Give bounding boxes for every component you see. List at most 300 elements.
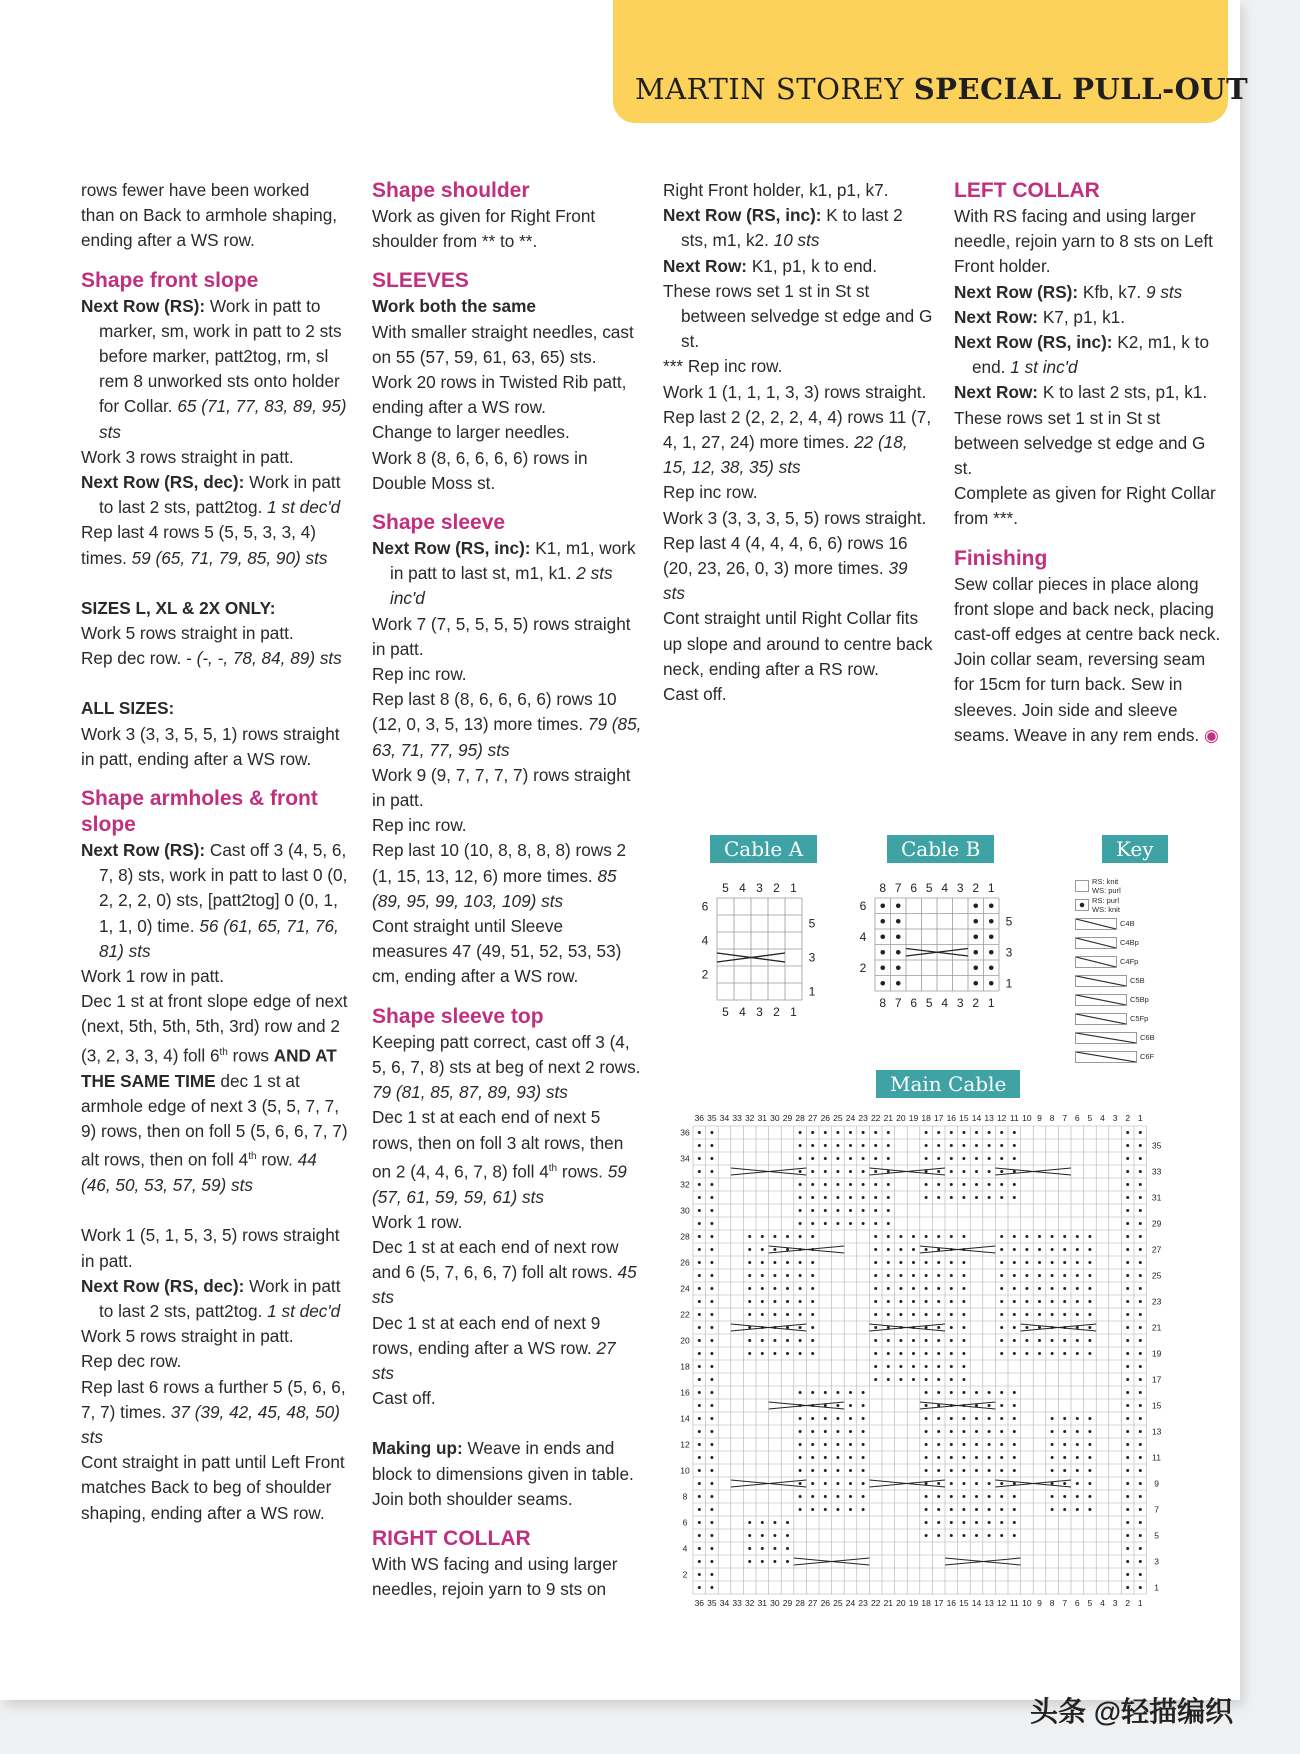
purl-dot bbox=[710, 1482, 713, 1485]
purl-dot bbox=[1013, 1508, 1016, 1511]
key-item bbox=[1075, 895, 1195, 914]
purl-dot bbox=[799, 1417, 802, 1420]
purl-dot bbox=[1000, 1261, 1003, 1264]
purl-dot bbox=[988, 1144, 991, 1147]
purl-dot bbox=[988, 1456, 991, 1459]
purl-dot bbox=[937, 1508, 940, 1511]
purl-dot bbox=[925, 1404, 928, 1407]
row-number: 34 bbox=[680, 1153, 690, 1164]
purl-dot bbox=[824, 1430, 827, 1433]
purl-dot bbox=[1076, 1469, 1079, 1472]
purl-dot bbox=[874, 1261, 877, 1264]
purl-dot bbox=[975, 1417, 978, 1420]
cable-swatch-icon bbox=[1075, 918, 1117, 930]
cable-swatch-icon bbox=[1075, 975, 1127, 987]
column-number: 17 bbox=[933, 1113, 944, 1123]
row-number: 26 bbox=[680, 1257, 690, 1268]
purl-dot bbox=[1076, 1508, 1079, 1511]
purl-dot bbox=[1013, 1391, 1016, 1394]
purl-dot bbox=[1126, 1131, 1129, 1134]
purl-dot bbox=[710, 1378, 713, 1381]
row-number: 2 bbox=[701, 967, 709, 982]
purl-dot bbox=[899, 1235, 902, 1238]
purl-dot bbox=[1126, 1209, 1129, 1212]
purl-dot bbox=[1063, 1287, 1066, 1290]
purl-dot bbox=[710, 1404, 713, 1407]
purl-dot bbox=[1139, 1313, 1142, 1316]
purl-dot bbox=[962, 1365, 965, 1368]
column-number: 15 bbox=[959, 1598, 969, 1608]
purl-dot bbox=[1126, 1365, 1129, 1368]
column-number: 29 bbox=[782, 1113, 793, 1123]
purl-dot bbox=[811, 1469, 814, 1472]
purl-dot bbox=[988, 1417, 991, 1420]
column-number: 6 bbox=[910, 996, 918, 1010]
purl-dot bbox=[962, 1482, 965, 1485]
purl-dot bbox=[710, 1495, 713, 1498]
row-number: 13 bbox=[1151, 1426, 1162, 1437]
purl-dot bbox=[1139, 1261, 1142, 1264]
purl-dot bbox=[962, 1170, 965, 1173]
row-number: 6 bbox=[859, 898, 867, 913]
purl-dot bbox=[887, 1183, 890, 1186]
column-number: 14 bbox=[971, 1598, 982, 1608]
column-number: 4 bbox=[739, 1005, 746, 1019]
purl-dot bbox=[1063, 1417, 1066, 1420]
purl-dot bbox=[799, 1261, 802, 1264]
purl-dot bbox=[1000, 1521, 1003, 1524]
purl-dot bbox=[962, 1261, 965, 1264]
purl-dot bbox=[962, 1300, 965, 1303]
purl-dot bbox=[899, 1287, 902, 1290]
column-number: 1 bbox=[987, 881, 995, 895]
purl-dot bbox=[1013, 1339, 1016, 1342]
purl-dot bbox=[773, 1521, 776, 1524]
purl-dot bbox=[1063, 1508, 1066, 1511]
purl-dot bbox=[912, 1352, 915, 1355]
purl-dot bbox=[698, 1339, 701, 1342]
row-number: 17 bbox=[1151, 1374, 1162, 1385]
purl-dot bbox=[1126, 1586, 1129, 1589]
purl-dot bbox=[1139, 1378, 1142, 1381]
row-number: 19 bbox=[1151, 1348, 1162, 1359]
purl-dot bbox=[811, 1157, 814, 1160]
purl-dot bbox=[811, 1183, 814, 1186]
purl-dot bbox=[975, 1430, 978, 1433]
purl-dot bbox=[698, 1430, 701, 1433]
purl-dot bbox=[1088, 1274, 1091, 1277]
purl-dot bbox=[836, 1417, 839, 1420]
purl-dot bbox=[698, 1378, 701, 1381]
key-legend bbox=[1075, 876, 1195, 1066]
purl-dot bbox=[811, 1313, 814, 1316]
purl-dot bbox=[896, 981, 901, 986]
purl-dot bbox=[811, 1456, 814, 1459]
purl-dot bbox=[824, 1222, 827, 1225]
purl-dot bbox=[710, 1248, 713, 1251]
purl-dot bbox=[1000, 1469, 1003, 1472]
purl-dot bbox=[925, 1534, 928, 1537]
purl-dot bbox=[811, 1326, 814, 1329]
purl-dot bbox=[1013, 1287, 1016, 1290]
purl-dot bbox=[874, 1274, 877, 1277]
purl-dot bbox=[698, 1456, 701, 1459]
purl-dot bbox=[912, 1378, 915, 1381]
purl-dot bbox=[925, 1300, 928, 1303]
column-number: 36 bbox=[694, 1598, 705, 1608]
purl-dot bbox=[786, 1560, 789, 1563]
column-number: 16 bbox=[946, 1598, 957, 1608]
purl-dot bbox=[937, 1248, 940, 1251]
purl-dot bbox=[1088, 1339, 1091, 1342]
heading-shape-shoulder: Shape shoulder bbox=[372, 179, 530, 202]
purl-dot bbox=[849, 1495, 852, 1498]
purl-dot bbox=[973, 919, 978, 924]
purl-dot bbox=[1088, 1456, 1091, 1459]
purl-dot bbox=[975, 1482, 978, 1485]
purl-dot bbox=[1013, 1430, 1016, 1433]
purl-dot bbox=[1013, 1170, 1016, 1173]
purl-dot bbox=[862, 1417, 865, 1420]
column-number: 8 bbox=[879, 996, 887, 1010]
purl-dot bbox=[1051, 1235, 1054, 1238]
purl-dot bbox=[748, 1313, 751, 1316]
column-number: 26 bbox=[820, 1113, 831, 1123]
purl-dot bbox=[836, 1391, 839, 1394]
purl-dot bbox=[937, 1365, 940, 1368]
purl-dot bbox=[975, 1456, 978, 1459]
purl-dot bbox=[710, 1521, 713, 1524]
purl-dot bbox=[862, 1482, 865, 1485]
purl-dot bbox=[1126, 1573, 1129, 1576]
purl-dot bbox=[975, 1508, 978, 1511]
key-label: C4B bbox=[1120, 919, 1135, 928]
purl-dot bbox=[874, 1196, 877, 1199]
purl-dot bbox=[1139, 1547, 1142, 1550]
purl-dot bbox=[899, 1248, 902, 1251]
purl-dot bbox=[710, 1222, 713, 1225]
purl-dot bbox=[1139, 1508, 1142, 1511]
purl-dot bbox=[887, 1170, 890, 1173]
column-number: 27 bbox=[807, 1113, 818, 1123]
purl-dot bbox=[811, 1430, 814, 1433]
purl-dot bbox=[799, 1313, 802, 1316]
purl-dot bbox=[896, 919, 901, 924]
purl-dot bbox=[887, 1222, 890, 1225]
purl-dot bbox=[937, 1339, 940, 1342]
purl-dot bbox=[1126, 1222, 1129, 1225]
purl-dot bbox=[874, 1352, 877, 1355]
purl-dot bbox=[786, 1339, 789, 1342]
purl-dot bbox=[874, 1248, 877, 1251]
purl-dot bbox=[698, 1287, 701, 1290]
purl-dot bbox=[698, 1131, 701, 1134]
column-number: 4 bbox=[1100, 1113, 1105, 1123]
purl-dot bbox=[962, 1313, 965, 1316]
purl-dot bbox=[849, 1482, 852, 1485]
column-number: 11 bbox=[1009, 1113, 1019, 1123]
purl-dot bbox=[1088, 1430, 1091, 1433]
purl-dot bbox=[799, 1183, 802, 1186]
purl-dot bbox=[975, 1534, 978, 1537]
purl-dot bbox=[874, 1131, 877, 1134]
column-number: 19 bbox=[908, 1598, 919, 1608]
column-number: 34 bbox=[719, 1598, 730, 1608]
purl-dot bbox=[761, 1521, 764, 1524]
purl-dot bbox=[975, 1521, 978, 1524]
cable-swatch-icon bbox=[1075, 1013, 1127, 1025]
purl-dot bbox=[874, 1300, 877, 1303]
purl-dot bbox=[1000, 1300, 1003, 1303]
column-number: 12 bbox=[996, 1113, 1007, 1123]
purl-dot bbox=[1088, 1248, 1091, 1251]
purl-dot bbox=[1126, 1248, 1129, 1251]
purl-dot bbox=[849, 1183, 852, 1186]
purl-dot bbox=[811, 1443, 814, 1446]
purl-dot bbox=[698, 1534, 701, 1537]
purl-dot bbox=[1013, 1183, 1016, 1186]
column-number: 28 bbox=[795, 1113, 805, 1123]
stitch-swatch-icon bbox=[1075, 899, 1089, 911]
column-number: 6 bbox=[1074, 1598, 1080, 1608]
purl-dot bbox=[862, 1157, 865, 1160]
purl-dot bbox=[862, 1144, 865, 1147]
purl-dot bbox=[748, 1261, 751, 1264]
purl-dot bbox=[1013, 1235, 1016, 1238]
purl-dot bbox=[912, 1300, 915, 1303]
purl-dot bbox=[1139, 1586, 1142, 1589]
purl-dot bbox=[950, 1456, 953, 1459]
purl-dot bbox=[836, 1469, 839, 1472]
purl-dot bbox=[1126, 1534, 1129, 1537]
row-number: 31 bbox=[1151, 1192, 1162, 1203]
row-number: 22 bbox=[680, 1309, 690, 1320]
purl-dot bbox=[962, 1443, 965, 1446]
purl-dot bbox=[698, 1586, 701, 1589]
purl-dot bbox=[1000, 1339, 1003, 1342]
purl-dot bbox=[710, 1573, 713, 1576]
purl-dot bbox=[836, 1430, 839, 1433]
purl-dot bbox=[896, 950, 901, 955]
purl-dot bbox=[1139, 1157, 1142, 1160]
column-number: 5 bbox=[722, 881, 729, 895]
column-number: 18 bbox=[921, 1113, 931, 1123]
purl-dot bbox=[874, 1365, 877, 1368]
purl-dot bbox=[1000, 1235, 1003, 1238]
purl-dot bbox=[1063, 1339, 1066, 1342]
purl-dot bbox=[824, 1183, 827, 1186]
heading-shape-front-slope: Shape front slope bbox=[81, 268, 259, 292]
purl-dot bbox=[1139, 1560, 1142, 1563]
purl-dot bbox=[811, 1131, 814, 1134]
purl-dot bbox=[874, 1326, 877, 1329]
column-number: 10 bbox=[1022, 1598, 1032, 1608]
column-4: LEFT COLLAR With RS facing and using larger needle, rejoin yarn to 8 sts on Left Front holder. Next Row (RS): Kfb, k7. 9 sts Next Row: K7, p1, k1. Next Row (RS, inc): K2, m1, k to end. 1 st inc'd Next Row: K to last 2 sts, p1, k1. These rows set 1 st in St st between selvedge st edge and G st. Complete as given for Right Collar from ***. Finishing Sew collar pieces in place along front slope and back neck, placing cast-off edges at centre back neck. Join collar seam, reversing seam for 15cm for turn back. Sew in sleeves. Join side and sleeve seams. Weave in any rem ends. ◉ bbox=[954, 178, 1224, 748]
column-number: 25 bbox=[833, 1598, 843, 1608]
column-number: 17 bbox=[933, 1598, 944, 1608]
purl-dot bbox=[710, 1326, 713, 1329]
purl-dot bbox=[1000, 1404, 1003, 1407]
purl-dot bbox=[962, 1339, 965, 1342]
purl-dot bbox=[1076, 1287, 1079, 1290]
purl-dot bbox=[1000, 1417, 1003, 1420]
cable-swatch-icon bbox=[1075, 1051, 1137, 1063]
purl-dot bbox=[698, 1495, 701, 1498]
purl-dot bbox=[1025, 1235, 1028, 1238]
purl-dot bbox=[1139, 1495, 1142, 1498]
purl-dot bbox=[836, 1144, 839, 1147]
purl-dot bbox=[988, 1482, 991, 1485]
purl-dot bbox=[836, 1404, 839, 1407]
column-number: 2 bbox=[1125, 1598, 1131, 1608]
purl-dot bbox=[1126, 1352, 1129, 1355]
purl-dot bbox=[710, 1469, 713, 1472]
purl-dot bbox=[937, 1287, 940, 1290]
purl-dot bbox=[950, 1170, 953, 1173]
purl-dot bbox=[937, 1326, 940, 1329]
purl-dot bbox=[849, 1196, 852, 1199]
purl-dot bbox=[989, 934, 994, 939]
key-label: C6B bbox=[1140, 1033, 1155, 1042]
column-number: 35 bbox=[707, 1598, 717, 1608]
purl-dot bbox=[937, 1417, 940, 1420]
purl-dot bbox=[811, 1261, 814, 1264]
purl-dot bbox=[988, 1170, 991, 1173]
purl-dot bbox=[925, 1482, 928, 1485]
row-number: 16 bbox=[680, 1387, 690, 1398]
column-number: 5 bbox=[1087, 1598, 1093, 1608]
key-label: C6F bbox=[1140, 1052, 1155, 1061]
purl-dot bbox=[748, 1352, 751, 1355]
purl-dot bbox=[761, 1534, 764, 1537]
purl-dot bbox=[824, 1469, 827, 1472]
purl-dot bbox=[761, 1248, 764, 1251]
purl-dot bbox=[1088, 1482, 1091, 1485]
purl-dot bbox=[1013, 1196, 1016, 1199]
purl-dot bbox=[925, 1170, 928, 1173]
purl-dot bbox=[698, 1170, 701, 1173]
purl-dot bbox=[975, 1495, 978, 1498]
purl-dot bbox=[1126, 1157, 1129, 1160]
purl-dot bbox=[950, 1326, 953, 1329]
column-number: 20 bbox=[896, 1113, 906, 1123]
purl-dot bbox=[950, 1378, 953, 1381]
column-number: 15 bbox=[959, 1113, 969, 1123]
column-number: 3 bbox=[1112, 1113, 1118, 1123]
header-banner bbox=[613, 0, 1249, 123]
purl-dot bbox=[1000, 1495, 1003, 1498]
purl-dot bbox=[811, 1209, 814, 1212]
purl-dot bbox=[1088, 1261, 1091, 1264]
purl-dot bbox=[1139, 1365, 1142, 1368]
purl-dot bbox=[874, 1157, 877, 1160]
purl-dot bbox=[862, 1131, 865, 1134]
column-number: 13 bbox=[984, 1598, 994, 1608]
purl-dot bbox=[811, 1287, 814, 1290]
purl-dot bbox=[836, 1196, 839, 1199]
purl-dot bbox=[937, 1131, 940, 1134]
key-item bbox=[1075, 990, 1195, 1009]
purl-dot bbox=[786, 1287, 789, 1290]
column-number: 36 bbox=[694, 1113, 705, 1123]
purl-dot bbox=[811, 1170, 814, 1173]
purl-dot bbox=[925, 1378, 928, 1381]
purl-dot bbox=[925, 1144, 928, 1147]
purl-dot bbox=[962, 1521, 965, 1524]
purl-dot bbox=[748, 1248, 751, 1251]
purl-dot bbox=[962, 1235, 965, 1238]
purl-dot bbox=[1076, 1495, 1079, 1498]
purl-dot bbox=[698, 1326, 701, 1329]
purl-dot bbox=[698, 1300, 701, 1303]
purl-dot bbox=[1013, 1417, 1016, 1420]
purl-dot bbox=[950, 1443, 953, 1446]
purl-dot bbox=[773, 1300, 776, 1303]
purl-dot bbox=[1063, 1313, 1066, 1316]
purl-dot bbox=[912, 1248, 915, 1251]
purl-dot bbox=[799, 1209, 802, 1212]
column-number: 12 bbox=[996, 1598, 1007, 1608]
key-label: C5B bbox=[1130, 976, 1145, 985]
key-label: RS: knit bbox=[1092, 876, 1119, 886]
cable-swatch-icon bbox=[1075, 937, 1117, 949]
key-item bbox=[1075, 933, 1195, 952]
purl-dot bbox=[975, 1144, 978, 1147]
purl-dot bbox=[811, 1274, 814, 1277]
column-number: 3 bbox=[956, 881, 964, 895]
purl-dot bbox=[912, 1274, 915, 1277]
purl-dot bbox=[1038, 1261, 1041, 1264]
column-2: Shape shoulder Work as given for Right Front shoulder from ** to **. SLEEVES Work both the same With smaller straight needles, cast on 55 (57, 59, 61, 63, 65) sts. Work 20 rows in Twisted Rib patt, ending after a WS row. Change to larger needles. Work 8 (8, 6, 6, 6, 6) rows in Double Moss st. Shape sleeve Next Row (RS, inc): K1, m1, work in patt to last st, m1, k1. 2 sts inc'd Work 7 (7, 5, 5, 5, 5) rows straight in patt. Rep inc row. Rep last 8 (8, 6, 6, 6, 6) rows 10 (12, 0, 3, 5, 13) more times. 79 (85, 63, 71, 77, 95) sts Work 9 (9, 7, 7, 7, 7) rows straight in patt. Rep inc row. Rep last 10 (10, 8, 8, 8, 8) rows 2 (1, 15, 13, 12, 6) more times. 85 (89, 95, 99, 103, 109) sts Cont straight until Sleeve measures 47 (49, 51, 52, 53, 53) cm, ending after a WS row. Shape sleeve top Keeping patt correct, cast off 3 (4, 5, 6, 7, 8) sts at beg of next 2 rows. 79 (81, 85, 87, 89, 93) sts Dec 1 st at each end of next 5 rows, then on foll 3 alt rows, then on 2 (4, 4, 6, 7, 8) foll 4th rows. 59 (57, 61, 59, 59, 61) sts Work 1 row. Dec 1 st at each end of next row and 6 (5, 7, 6, 6, 7) foll alt rows. 45 sts Dec 1 st at each end of next 9 rows, ending after a WS row. 27 sts Cast off. Making up: Weave in ends and block to dimensions given in table. Join both shoulder seams. RIGHT COLLAR With WS facing and using larger needles, rejoin yarn to 9 sts on bbox=[372, 179, 642, 1600]
purl-dot bbox=[989, 903, 994, 908]
column-number: 7 bbox=[894, 881, 902, 895]
purl-dot bbox=[698, 1365, 701, 1368]
purl-dot bbox=[811, 1235, 814, 1238]
purl-dot bbox=[1063, 1443, 1066, 1446]
purl-dot bbox=[950, 1482, 953, 1485]
purl-dot bbox=[1088, 1443, 1091, 1446]
row-number: 3 bbox=[1005, 945, 1013, 960]
purl-dot bbox=[799, 1495, 802, 1498]
purl-dot bbox=[1025, 1339, 1028, 1342]
row-number: 3 bbox=[1154, 1556, 1159, 1567]
column-number: 5 bbox=[722, 1005, 729, 1019]
purl-dot bbox=[937, 1196, 940, 1199]
purl-dot bbox=[937, 1313, 940, 1316]
purl-dot bbox=[1038, 1248, 1041, 1251]
purl-dot bbox=[1000, 1313, 1003, 1316]
purl-dot bbox=[962, 1508, 965, 1511]
purl-dot bbox=[880, 981, 885, 986]
column-1: rows fewer have been worked than on Back to armhole shaping, ending after a WS row. Shape front slope Next Row (RS): Work in patt to marker, sm, work in patt to 2 sts before marker, patt2tog, rm, sl rem 8 unworked sts onto holder for Collar. 65 (71, 77, 83, 89, 95) sts Work 3 rows straight in patt. Next Row (RS, dec): Work in patt to last 2 sts, patt2tog. 1 st dec'd Rep last 4 rows 5 (5, 5, 3, 3, 4) times. 59 (65, 71, 79, 85, 90) sts SIZES L, XL & 2X ONLY: Work 5 rows straight in patt. Rep dec row. - (-, -, 78, 84, 89) sts ALL SIZES: Work 3 (3, 3, 5, 5, 1) rows straight in patt, ending after a WS row. Shape armholes & front slope Next Row (RS): Cast off 3 (4, 5, 6, 7, 8) sts, work in patt to last 0 (0, 2, 2, 2, 0) sts, [patt2tog] 0 (0, 1, 1, 1, 0) time. 56 (61, 65, 71, 76, 81) sts Work 1 row in patt. Dec 1 st at front slope edge of next (next, 5th, 5th, 5th, 3rd) row and 2 (3, 2, 3, 3, 4) foll 6th rows AND AT THE SAME TIME dec 1 st at armhole edge of next 3 (5, 5, 7, 7, 9) rows, then on foll 5 (5, 6, 6, 7, 7) alt rows, then on foll 4th row. 44 (46, 50, 53, 57, 59) sts Work 1 (5, 1, 5, 3, 5) rows straight in patt. Next Row (RS, dec): Work in patt to last 2 sts, patt2tog. 1 st dec'd Work 5 rows straight in patt. Rep dec row. Rep last 6 rows a further 5 (5, 6, 6, 7, 7) times. 37 (39, 42, 45, 48, 50) sts Cont straight in patt until Left Front matches Back to beg of shoulder shaping, ending after a WS row. bbox=[81, 178, 351, 1526]
cable-swatch-icon bbox=[1075, 956, 1117, 968]
purl-dot bbox=[962, 1391, 965, 1394]
purl-dot bbox=[1088, 1326, 1091, 1329]
purl-dot bbox=[698, 1313, 701, 1316]
purl-dot bbox=[937, 1183, 940, 1186]
key-title: Key bbox=[1102, 835, 1168, 863]
purl-dot bbox=[710, 1352, 713, 1355]
column-number: 2 bbox=[1125, 1113, 1131, 1123]
purl-dot bbox=[1051, 1287, 1054, 1290]
purl-dot bbox=[988, 1131, 991, 1134]
purl-dot bbox=[824, 1157, 827, 1160]
purl-dot bbox=[925, 1313, 928, 1316]
column-number: 6 bbox=[910, 881, 918, 895]
purl-dot bbox=[1025, 1248, 1028, 1251]
purl-dot bbox=[925, 1183, 928, 1186]
purl-dot bbox=[925, 1326, 928, 1329]
